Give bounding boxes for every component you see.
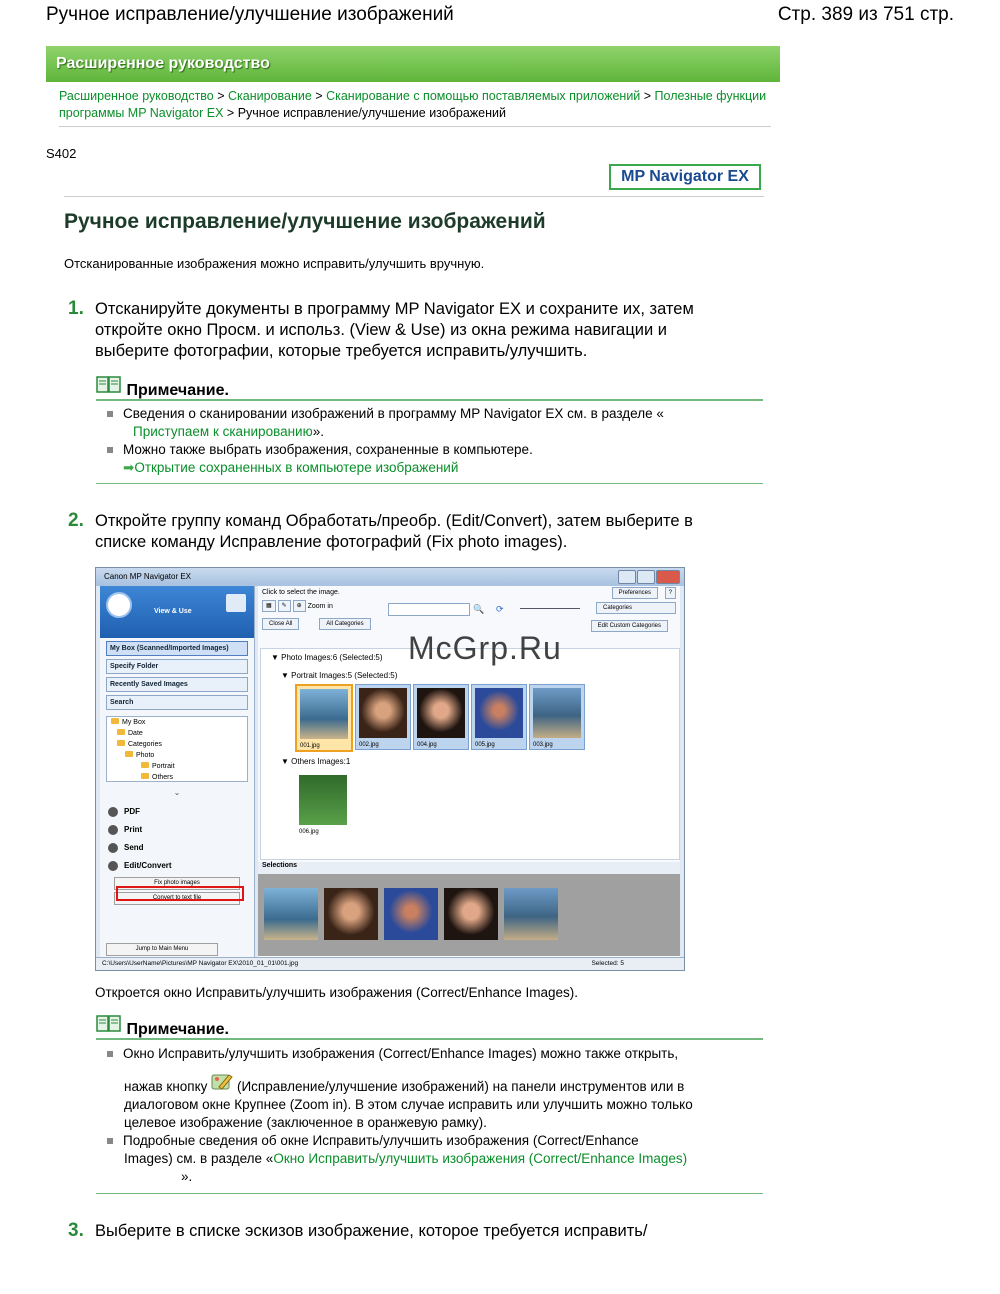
search-icon[interactable]: 🔍 bbox=[473, 604, 485, 614]
pdf-icon bbox=[108, 807, 118, 817]
tree-item[interactable]: Date bbox=[111, 728, 247, 739]
page-header-title: Ручное исправление/улучшение изображений bbox=[46, 4, 454, 25]
group-pdf[interactable]: PDF bbox=[100, 803, 254, 821]
link-start-scanning[interactable]: Приступаем к сканированию bbox=[133, 424, 313, 439]
toolbar bbox=[258, 600, 680, 618]
note-title: Примечание. bbox=[126, 1021, 229, 1038]
note-text: диалоговом окне Крупнее (Zoom in). В этом случае исправить или улучшить можно только bbox=[124, 1097, 693, 1112]
selections-label: Selections bbox=[262, 862, 298, 869]
note-text: Images) см. в разделе « bbox=[124, 1151, 274, 1166]
thumbnail[interactable]: 001.jpg bbox=[295, 684, 353, 752]
fix-photo-images-button[interactable]: Fix photo images bbox=[114, 877, 240, 890]
step-number: 1. bbox=[68, 298, 84, 319]
folder-icon bbox=[111, 718, 119, 724]
note-text: (Исправление/улучшение изображений) на панели инструментов или в bbox=[236, 1079, 685, 1094]
bullet-icon bbox=[107, 1138, 113, 1144]
note-header bbox=[96, 1014, 229, 1039]
selected-photo[interactable] bbox=[384, 888, 438, 940]
step-3-text: Выберите в списке эскизов изображение, которое требуется исправить/ bbox=[95, 1222, 648, 1240]
note-text: нажав кнопку bbox=[124, 1079, 208, 1094]
note-header bbox=[96, 375, 229, 400]
folder-icon bbox=[117, 740, 125, 746]
step-line: Отсканируйте документы в программу MP Navigator EX и сохраните их, затем bbox=[95, 300, 694, 318]
breadcrumb-scanning-apps[interactable]: Сканирование с помощью поставляемых приложений bbox=[326, 89, 641, 103]
bullet-icon bbox=[107, 447, 113, 453]
note-text: Окно Исправить/улучшить изображения (Correct/Enhance Images) можно также открыть, bbox=[123, 1046, 679, 1061]
grid-icon[interactable]: ▦ bbox=[262, 600, 276, 612]
tree-item[interactable]: Portrait bbox=[111, 761, 247, 772]
breadcrumb-current: Ручное исправление/улучшение изображений bbox=[237, 106, 506, 120]
selected-photo[interactable] bbox=[444, 888, 498, 940]
instruction-label: Click to select the image. bbox=[262, 589, 340, 596]
bullet-icon bbox=[107, 1051, 113, 1057]
navigate-icon[interactable] bbox=[106, 592, 132, 618]
book-icon bbox=[96, 1014, 122, 1034]
specify-folder-button[interactable]: Specify Folder bbox=[106, 659, 248, 674]
photo bbox=[299, 775, 347, 825]
breadcrumb-sep: > bbox=[311, 89, 327, 103]
page-counter: Стр. 389 из 751 стр. bbox=[777, 4, 954, 25]
note-text: Можно также выбрать изображения, сохраненные в компьютере. bbox=[123, 442, 533, 457]
step-2-text bbox=[95, 511, 775, 553]
app-screenshot bbox=[95, 567, 685, 971]
thumbnail[interactable]: 005.jpg bbox=[471, 684, 527, 750]
step-line: выберите фотографии, которые требуется исправить/улучшить. bbox=[95, 342, 588, 360]
product-badge: MP Navigator EX bbox=[609, 164, 761, 190]
link-correct-enhance-window[interactable]: Окно Исправить/улучшить изображения (Correct/Enhance Images) bbox=[273, 1151, 688, 1166]
breadcrumb-useful-functions[interactable]: Полезные функции программы MP Navigator EX bbox=[59, 89, 767, 120]
breadcrumb-advanced-guide[interactable]: Расширенное руководство bbox=[59, 89, 214, 103]
chevron-down-icon[interactable]: ⌄ bbox=[173, 788, 181, 797]
view-icon bbox=[226, 594, 246, 612]
window-titlebar bbox=[96, 568, 684, 586]
highlight-frame bbox=[116, 886, 244, 901]
note-body bbox=[107, 1045, 757, 1186]
group-send[interactable]: Send bbox=[100, 839, 254, 857]
note-text: целевое изображение (заключенное в оранжевую рамку). bbox=[124, 1115, 487, 1130]
all-categories-button[interactable]: All Categories bbox=[319, 618, 370, 630]
photo bbox=[533, 688, 581, 738]
close-icon[interactable] bbox=[656, 570, 680, 584]
print-icon bbox=[108, 825, 118, 835]
note-rule bbox=[96, 1193, 763, 1194]
edit-custom-categories-button[interactable]: Edit Custom Categories bbox=[591, 620, 668, 632]
folder-icon bbox=[141, 762, 149, 768]
breadcrumb-scanning[interactable]: Сканирование bbox=[228, 89, 312, 103]
photo bbox=[417, 688, 465, 738]
fix-photo-icon[interactable]: ✎ bbox=[278, 600, 291, 612]
my-box-button[interactable]: My Box (Scanned/Imported Images) bbox=[106, 641, 248, 656]
note-text: Сведения о сканировании изображений в программу MP Navigator EX см. в разделе « bbox=[123, 406, 664, 421]
thumbnail[interactable]: 004.jpg bbox=[413, 684, 469, 750]
folder-icon bbox=[125, 751, 133, 757]
close-all-button[interactable]: Close All bbox=[262, 618, 299, 630]
tree-item[interactable]: Categories bbox=[111, 739, 247, 750]
top-bar bbox=[258, 586, 680, 600]
page-title: Ручное исправление/улучшение изображений bbox=[64, 210, 546, 233]
jump-main-menu-button[interactable]: Jump to Main Menu bbox=[106, 943, 218, 956]
thumbnail[interactable]: 003.jpg bbox=[529, 684, 585, 750]
tree-item[interactable]: Others bbox=[111, 772, 247, 783]
group-header[interactable]: ▼ Others Images:1 bbox=[281, 757, 351, 766]
zoom-label: Zoom in bbox=[307, 603, 333, 610]
doc-code: S402 bbox=[46, 146, 77, 161]
minimize-icon[interactable] bbox=[618, 570, 636, 584]
left-panel bbox=[100, 586, 255, 960]
group-edit-convert[interactable]: Edit/Convert bbox=[100, 857, 254, 875]
divider bbox=[64, 196, 764, 197]
result-text: Откроется окно Исправить/улучшить изображения (Correct/Enhance Images). bbox=[95, 985, 579, 1000]
view-use-header bbox=[100, 586, 254, 638]
search-input[interactable] bbox=[388, 603, 470, 616]
zoom-icon[interactable]: ⊕ bbox=[293, 600, 306, 612]
divider bbox=[59, 126, 771, 127]
book-icon bbox=[96, 375, 122, 395]
section-banner: Расширенное руководство bbox=[46, 46, 780, 82]
maximize-icon[interactable] bbox=[637, 570, 655, 584]
note-rule bbox=[96, 399, 763, 401]
note-text: Подробные сведения об окне Исправить/улучшить изображения (Correct/Enhance bbox=[123, 1133, 639, 1148]
step-number: 3. bbox=[68, 1220, 84, 1241]
step-line: откройте окно Просм. и использ. (View & Use) из окна режима навигации и bbox=[95, 321, 668, 339]
thumbnail[interactable]: 002.jpg bbox=[355, 684, 411, 750]
breadcrumb-sep: > bbox=[640, 89, 655, 103]
note-title: Примечание. bbox=[126, 382, 229, 399]
breadcrumb bbox=[59, 88, 771, 122]
status-selected: Selected: 5 bbox=[591, 960, 624, 967]
breadcrumb-sep: > bbox=[213, 89, 228, 103]
fix-photo-icon bbox=[211, 1071, 233, 1093]
tree-item[interactable]: Photo bbox=[111, 750, 247, 761]
folder-tree[interactable] bbox=[106, 716, 248, 782]
note-text: ». bbox=[312, 424, 324, 439]
group-header[interactable]: ▼ Photo Images:6 (Selected:5) bbox=[271, 653, 383, 662]
group-print[interactable]: Print bbox=[100, 821, 254, 839]
preferences-button[interactable]: Preferences bbox=[612, 587, 658, 599]
photo bbox=[475, 688, 523, 738]
tree-item[interactable]: My Box bbox=[111, 717, 247, 728]
status-path: C:\Users\UserName\Pictures\MP Navigator EX\2010_01_01\001.jpg bbox=[102, 960, 299, 967]
note-rule bbox=[96, 483, 763, 484]
intro-text: Отсканированные изображения можно исправить/улучшить вручную. bbox=[64, 256, 485, 271]
photo bbox=[359, 688, 407, 738]
recently-saved-button[interactable]: Recently Saved Images bbox=[106, 677, 248, 692]
note-body bbox=[107, 405, 757, 477]
search-button[interactable]: Search bbox=[106, 695, 248, 710]
bullet-icon bbox=[107, 411, 113, 417]
selected-photo[interactable] bbox=[324, 888, 378, 940]
folder-icon bbox=[117, 729, 125, 735]
breadcrumb-sep: > bbox=[223, 106, 238, 120]
step-line: Откройте группу команд Обработать/преобр. (Edit/Convert), затем выберите в bbox=[95, 512, 693, 530]
thumbnail-area[interactable] bbox=[260, 648, 680, 860]
step-line: списке команду Исправление фотографий (Fix photo images). bbox=[95, 533, 568, 551]
zoom-slider[interactable] bbox=[520, 608, 580, 609]
convert-to-text-button[interactable]: Convert to text file bbox=[114, 892, 240, 905]
group-header[interactable]: ▼ Portrait Images:5 (Selected:5) bbox=[281, 671, 398, 680]
help-button[interactable]: ? bbox=[665, 587, 676, 599]
step-1-text bbox=[95, 299, 775, 362]
window-title: Canon MP Navigator EX bbox=[104, 572, 192, 581]
note-rule bbox=[96, 1038, 763, 1040]
step-number: 2. bbox=[68, 510, 84, 531]
link-open-saved-images[interactable]: Открытие сохраненных в компьютере изображений bbox=[134, 460, 459, 475]
arrow-icon: ➡ bbox=[123, 460, 135, 475]
selected-photo[interactable] bbox=[264, 888, 318, 940]
view-use-label: View & Use bbox=[154, 608, 192, 615]
refresh-icon[interactable]: ⟳ bbox=[496, 604, 504, 614]
note-text: ». bbox=[181, 1169, 193, 1184]
edit-icon bbox=[108, 861, 118, 871]
categories-select[interactable]: Categories bbox=[596, 602, 676, 614]
selections-bar bbox=[258, 862, 680, 874]
selections-strip bbox=[258, 874, 680, 956]
status-bar bbox=[96, 957, 684, 970]
thumbnail[interactable]: 006.jpg bbox=[295, 771, 351, 837]
photo bbox=[300, 689, 348, 739]
selected-photo[interactable] bbox=[504, 888, 558, 940]
watermark: McGrp.Ru bbox=[408, 630, 562, 666]
folder-icon bbox=[141, 773, 149, 779]
send-icon bbox=[108, 843, 118, 853]
